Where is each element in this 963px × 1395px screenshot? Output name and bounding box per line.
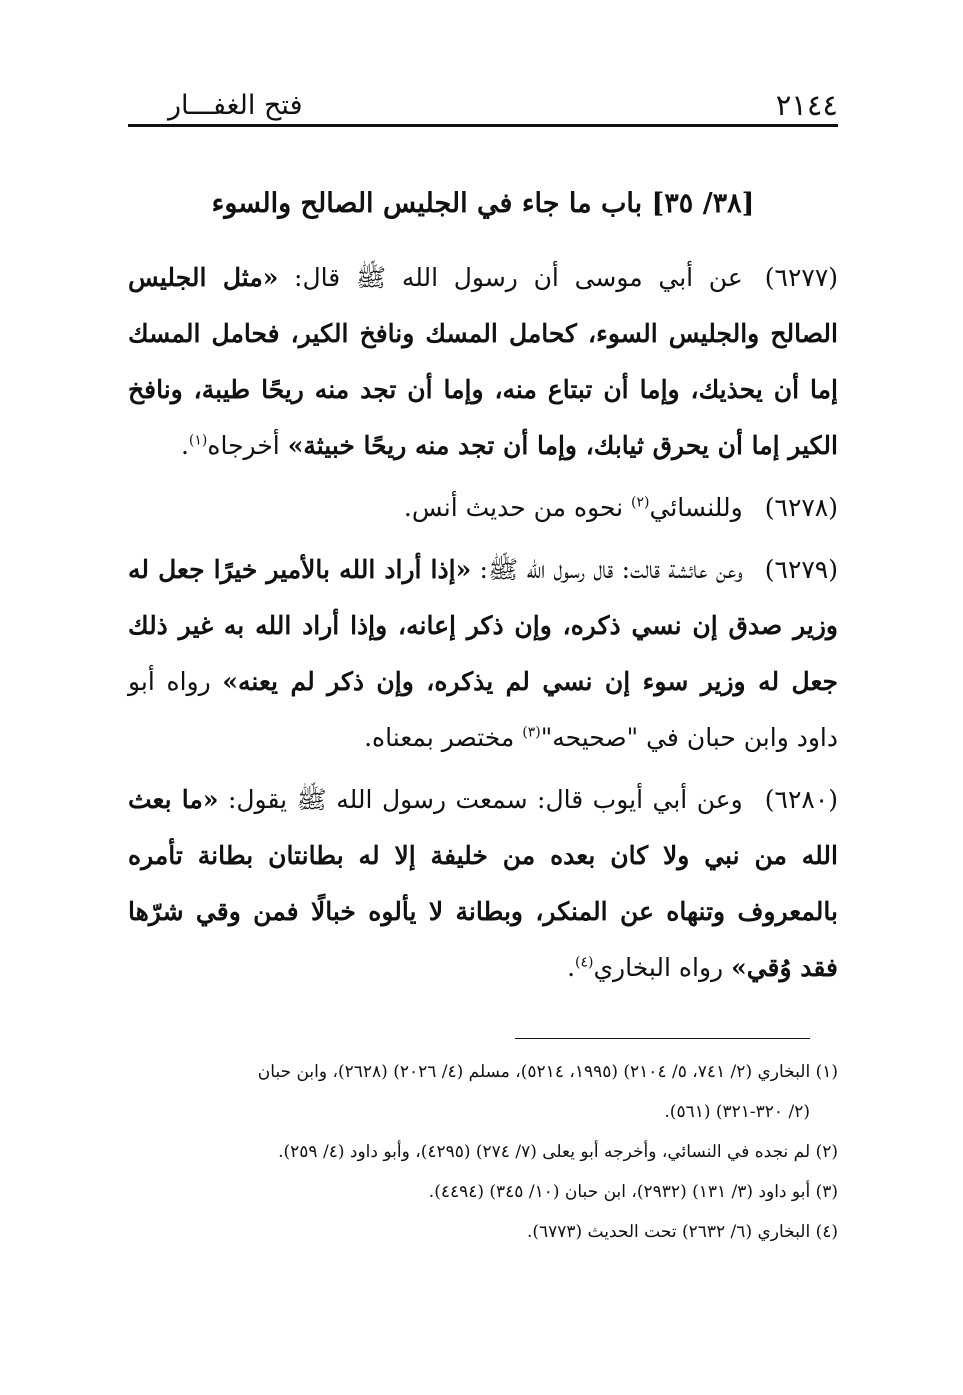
hadith-6278 (128, 480, 838, 536)
footnote-separator (515, 1038, 810, 1039)
hadith-number: (٦٢٧٩) (764, 555, 838, 584)
hadith-number: (٦٢٨٠) (764, 785, 839, 814)
hadith-intro: وعن عائشة قالت: قال رسول الله ﷺ: (471, 555, 743, 584)
hadith-source: رواه أبو داود وابن حبان في "صحيحه" (128, 667, 838, 752)
hadith-quote: «مثل الجليس الصالح والجليس السوء، كحامل المسك ونافخ الكير، فحامل المسك إما أن يحذيك، وإما أن تبتاع منه، وإما أن تجد منه ريحًا طيبة، ونافخ الكير إما أن يحرق ثيابك، وإما أن تجد منه ريحًا خبيثة» (128, 263, 838, 460)
main-text (128, 250, 838, 1002)
footnote-1-continuation: (٢/ ٣٢٠-٣٢١) (٥٦١). (664, 1102, 810, 1122)
hadith-6277 (128, 250, 838, 474)
page-header (128, 88, 838, 122)
hadith-quote: «إذا أراد الله بالأمير خيرًا جعل له وزير صدق إن نسي ذكره، وإن ذكر إعانه، وإذا أراد الله به غير ذلك جعل له وزير سوء إن نسي لم يذكره، وإن ذكر لم يعنه» (128, 555, 838, 696)
page-number: ٢١٤٤ (775, 88, 838, 122)
hadith-ending: مختصر بمعناه. (364, 723, 523, 752)
book-title: فتح الغفـــار (168, 90, 303, 121)
footnote-2: (٢) لم نجده في النسائي، وأخرجه أبو يعلى (٧/ ٢٧٤) (٤٢٩٥)، وأبو داود (٤/ ٢٥٩). (278, 1142, 838, 1162)
footnote-4: (٤) البخاري (٦/ ٢٦٣٢) تحت الحديث (٦٧٧٣). (526, 1222, 838, 1242)
footnote-marker: (٢) (631, 494, 650, 511)
hadith-intro: عن أبي موسى أن رسول الله ﷺ قال: (278, 263, 743, 292)
hadith-ending: . (567, 953, 576, 982)
hadith-source: أخرجاه (207, 431, 288, 460)
footnote-3: (٣) أبو داود (٣/ ١٣١) (٢٩٣٢)، ابن حبان (١٠/ ٣٤٥) (٤٤٩٤). (428, 1182, 838, 1202)
hadith-number: (٦٢٧٨) (764, 493, 838, 522)
hadith-source: نحوه من حديث أنس. (403, 493, 632, 522)
hadith-quote: «ما بعث الله من نبي ولا كان بعده من خليفة إلا له بطانتان بطانة تأمره بالمعروف وتنهاه عن المنكر، وبطانة لا يألوه خبالًا فمن وقي شرّها فقد وُقي» (128, 785, 838, 982)
hadith-intro: وللنسائي (649, 493, 743, 522)
hadith-ending: . (180, 431, 189, 460)
hadith-6280 (128, 772, 838, 996)
hadith-intro: وعن أبي أيوب قال: سمعت رسول الله ﷺ يقول: (218, 785, 743, 814)
hadith-number: (٦٢٧٧) (764, 263, 839, 292)
footnotes (128, 1052, 838, 1252)
footnote-marker: (٤) (575, 954, 594, 971)
footnote-marker: (١) (188, 432, 208, 449)
section-title: [٣٨/ ٣٥] باب ما جاء في الجليس الصالح والسوء (211, 188, 755, 219)
footnote-1: (١) البخاري (٢/ ٧٤١، ٥/ ٢١٠٤) (١٩٩٥، ٥٢١٤)، مسلم (٤/ ٢٠٢٦) (٢٦٢٨)، وابن حبان (257, 1062, 838, 1082)
hadith-source: رواه البخاري (593, 953, 732, 982)
header-rule (128, 124, 838, 127)
footnote-marker: (٣) (522, 724, 541, 741)
hadith-6279 (128, 542, 838, 766)
